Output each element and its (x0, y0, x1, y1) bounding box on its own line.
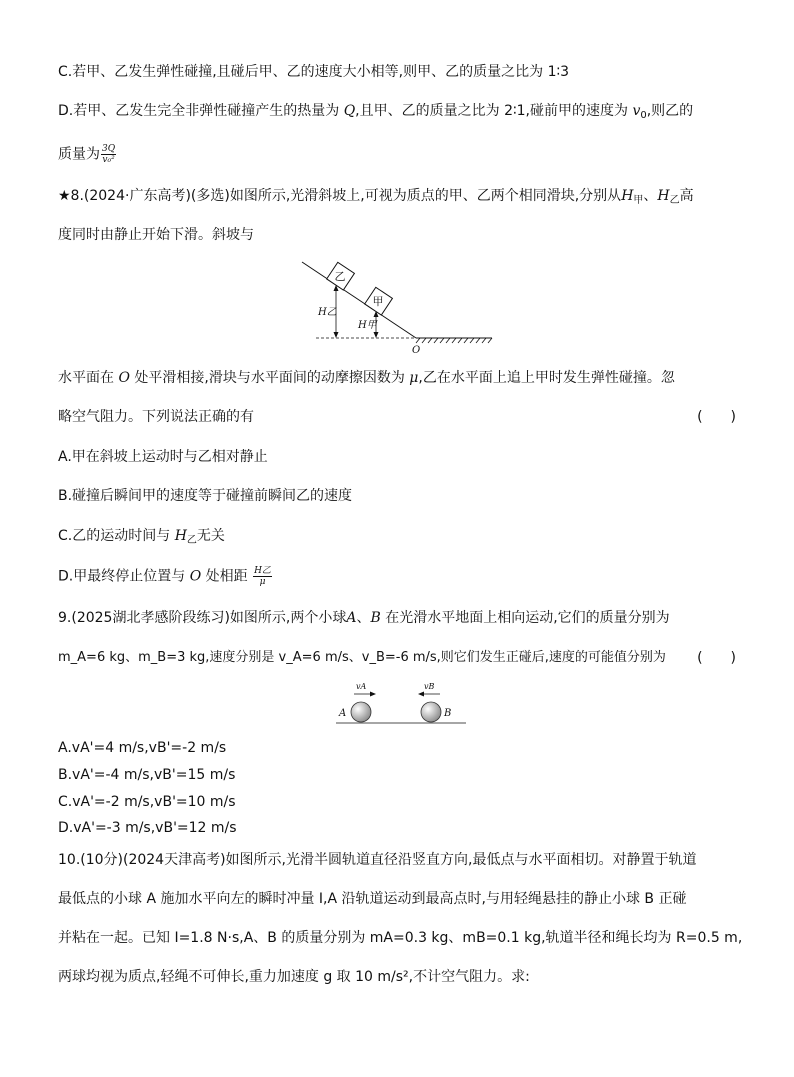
label-a: A (339, 708, 347, 719)
label-o: O (412, 345, 421, 356)
q9-stem-line2: m_A=6 kg、m_B=3 kg,速度分别是 v_A=6 m/s、v_B=-6 m/s,则它们发生正碰后,速度的可能值分别为 (58, 650, 666, 665)
q7-option-d: D.若甲、乙发生完全非弹性碰撞产生的热量为 Q,且甲、乙的质量之比为 2∶1,碰前甲的速度为 $v_0$,则乙的 (58, 103, 694, 121)
label-va: vA (356, 682, 367, 691)
q8-option-a: A.甲在斜坡上运动时与乙相对静止 (58, 449, 268, 465)
answer-paren-q8: ( ) (697, 409, 736, 425)
q9-option-c: C.vA'=-2 m/s,vB'=10 m/s (58, 794, 236, 810)
q10-stem-line3: 并粘在一起。已知 I=1.8 N·s,A、B 的质量分别为 mA=0.3 kg、mB=0.1 kg,轨道半径和绳长均为 R=0.5 m, (58, 930, 743, 946)
block-jia (365, 287, 393, 315)
block-yi (327, 262, 355, 290)
fraction: $\frac{3Q}{\text{v₀²}}$ (102, 144, 116, 165)
svg-text:乙: 乙 (334, 270, 346, 283)
ball-b (421, 702, 441, 722)
q8-stem-line1: ★8.(2024·广东高考)(多选)如图所示,光滑斜坡上,可视为质点的甲、乙两个相同滑块,分别从$H_甲$、$H_乙$高 (58, 188, 694, 206)
q8-option-d: D.甲最终停止位置与 O 处相距 $\frac{\text{H乙}}{\mu}$ (58, 566, 271, 587)
label-h-jia: H甲 (358, 320, 377, 331)
svg-text:甲: 甲 (372, 295, 384, 308)
q9-option-d: D.vA'=-3 m/s,vB'=12 m/s (58, 820, 237, 836)
q10-stem-line4: 两球均视为质点,轻绳不可伸长,重力加速度 g 取 10 m/s²,不计空气阻力。求: (58, 969, 530, 985)
q9-stem-line1: 9.(2025湖北孝感阶段练习)如图所示,两个小球A、B 在光滑水平地面上相向运动,它们的质量分别为 (58, 610, 670, 626)
q10-stem-line2: 最低点的小球 A 施加水平向左的瞬时冲量 I,A 沿轨道运动到最高点时,与用轻绳悬挂的静止小球 B 正碰 (58, 891, 687, 907)
q9-option-b: B.vA'=-4 m/s,vB'=15 m/s (58, 767, 236, 783)
q10-stem-line1: 10.(10分)(2024天津高考)如图所示,光滑半圆轨道直径沿竖直方向,最低点与水平面相切。对静置于轨道 (58, 852, 697, 868)
q8-stem-line3: 水平面在 O 处平滑相接,滑块与水平面间的动摩擦因数为 μ,乙在水平面上追上甲时发生弹性碰撞。忽 (58, 370, 675, 386)
label-h-yi: H乙 (318, 307, 337, 318)
q9-option-a: A.vA'=4 m/s,vB'=-2 m/s (58, 740, 227, 756)
answer-paren-q9: ( ) (697, 650, 736, 666)
q8-option-c: C.乙的运动时间与 $H_乙$无关 (58, 528, 225, 546)
q8-stem-line2: 度同时由静止开始下滑。斜坡与 (58, 227, 254, 243)
q8-stem-line4: 略空气阻力。下列说法正确的有 (58, 409, 254, 425)
q8-option-b: B.碰撞后瞬间甲的速度等于碰撞前瞬间乙的速度 (58, 488, 353, 504)
q7-option-c: C.若甲、乙发生弹性碰撞,且碰后甲、乙的速度大小相等,则甲、乙的质量之比为 1∶3 (58, 64, 570, 80)
label-b: B (444, 708, 452, 719)
label-vb: vB (424, 682, 435, 691)
fraction: $\frac{\text{H乙}}{\mu}$ (254, 566, 271, 587)
balls-figure (336, 678, 466, 728)
q7-option-d-cont: 质量为 $\frac{3Q}{\text{v₀²}}$ (58, 144, 116, 165)
ball-a (351, 702, 371, 722)
slope-figure (298, 258, 498, 358)
